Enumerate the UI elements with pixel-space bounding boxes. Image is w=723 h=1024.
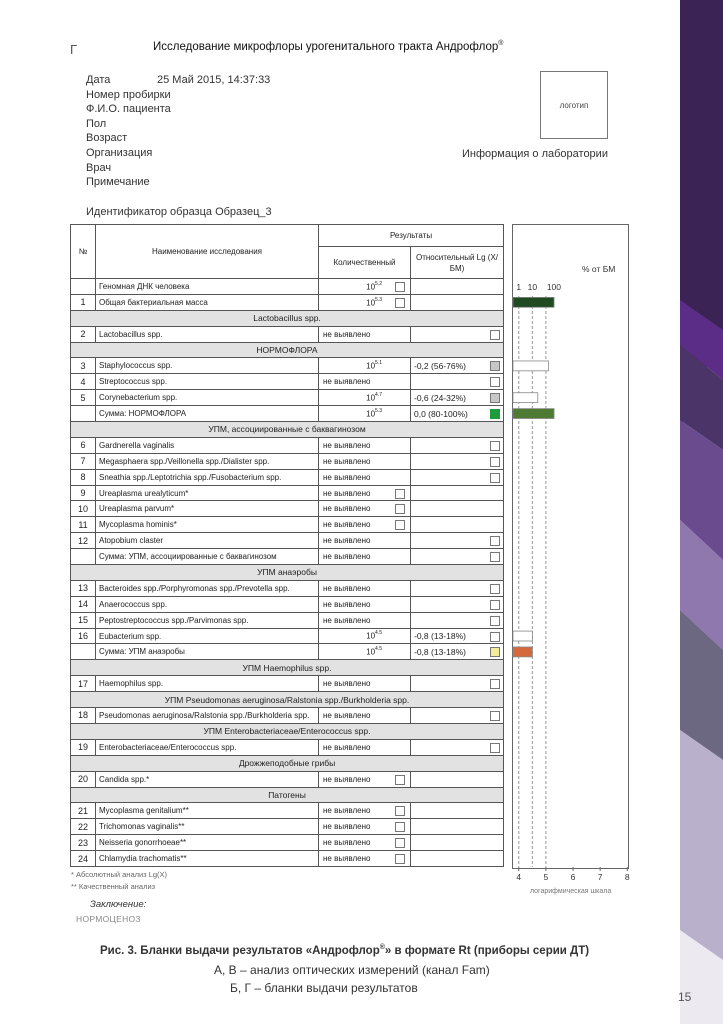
- qty-text: не выявлено: [323, 822, 371, 832]
- qty-text: не выявлено: [323, 472, 371, 482]
- rel-text: -0,2 (56-76%): [414, 360, 466, 371]
- row-number: 12: [71, 533, 96, 549]
- rel-checkbox[interactable]: [490, 409, 500, 419]
- report-title: [153, 40, 503, 53]
- table-row: [71, 851, 504, 867]
- qty-base: 10: [366, 393, 376, 403]
- row-number: 16: [71, 628, 96, 644]
- test-name: Neisseria gonorrhoeae**: [96, 835, 319, 851]
- row-number: 22: [71, 819, 96, 835]
- quantitative-result: [319, 596, 411, 612]
- relative-result: [411, 771, 504, 787]
- quantitative-result: [319, 580, 411, 596]
- chart-bar: [513, 631, 532, 641]
- registered-mark: ®: [498, 40, 504, 47]
- section-title: УПМ Haemophilus spp.: [71, 660, 504, 676]
- test-name: Mycoplasma hominis*: [96, 517, 319, 533]
- table-row: [71, 549, 504, 565]
- chart-bottom-tick-label: 6: [570, 872, 576, 882]
- results-body: [71, 279, 504, 867]
- relative-result: [411, 390, 504, 406]
- info-label: Пол: [86, 117, 107, 130]
- relative-result: [411, 294, 504, 310]
- info-label: Примечание: [86, 176, 150, 189]
- info-row: [86, 131, 127, 146]
- table-row: [71, 485, 504, 501]
- test-name: Ureaplasma parvum*: [96, 501, 319, 517]
- log-chart-svg: [512, 224, 630, 904]
- report-title-text: Исследование микрофлоры урогенитального тракта Андрофлор: [153, 40, 499, 53]
- table-row: [71, 390, 504, 406]
- quantitative-result: [319, 517, 411, 533]
- rel-checkbox[interactable]: [490, 393, 500, 403]
- qty-checkbox[interactable]: [395, 520, 405, 530]
- info-value: 25 Май 2015, 14:37:33: [157, 74, 271, 86]
- rel-checkbox[interactable]: [490, 361, 500, 371]
- row-number: 11: [71, 517, 96, 533]
- test-name: Mycoplasma genitalium**: [96, 803, 319, 819]
- row-number: 24: [71, 851, 96, 867]
- row-number: 5: [71, 390, 96, 406]
- qty-checkbox[interactable]: [395, 775, 405, 785]
- qty-text: не выявлено: [323, 710, 371, 720]
- quantitative-result: [319, 612, 411, 628]
- quantitative-result: [319, 326, 411, 342]
- qty-checkbox[interactable]: [395, 838, 405, 848]
- test-name: Eubacterium spp.: [96, 628, 319, 644]
- section-title: УПМ, ассоциированные с баквагинозом: [71, 422, 504, 438]
- info-row: [86, 146, 152, 161]
- qty-checkbox[interactable]: [395, 854, 405, 864]
- section-title: Lactobacillus spp.: [71, 310, 504, 326]
- rel-checkbox[interactable]: [490, 632, 500, 642]
- row-number: 17: [71, 676, 96, 692]
- test-name: Геномная ДНК человека: [96, 279, 319, 295]
- row-number: 1: [71, 294, 96, 310]
- info-row: [86, 175, 150, 190]
- qty-text: не выявлено: [323, 838, 371, 848]
- relative-result: [411, 628, 504, 644]
- sample-id: Идентификатор образца Образец_3: [86, 206, 272, 218]
- relative-result: [411, 803, 504, 819]
- table-row: [71, 835, 504, 851]
- qty-base: 10: [366, 409, 376, 419]
- logo-text: логотип: [559, 100, 589, 110]
- table-row: [71, 294, 504, 310]
- row-number: [71, 644, 96, 660]
- quantitative-result: [319, 644, 411, 660]
- scale-label: логарифмическая шкала: [530, 888, 612, 895]
- table-row: [71, 676, 504, 692]
- info-row: [86, 73, 271, 88]
- page-number: 15: [678, 990, 692, 1004]
- qty-base: 10: [366, 631, 376, 641]
- row-number: 14: [71, 596, 96, 612]
- relative-result: [411, 406, 504, 422]
- col-results-header: Результаты: [319, 225, 504, 247]
- rel-checkbox[interactable]: [490, 711, 500, 721]
- rel-checkbox[interactable]: [490, 473, 500, 483]
- relative-result: [411, 517, 504, 533]
- table-row: [71, 596, 504, 612]
- row-number: 2: [71, 326, 96, 342]
- chart-top-tick-label: 100: [546, 282, 562, 292]
- qty-text: не выявлено: [323, 456, 371, 466]
- section-row: [71, 342, 504, 358]
- qty-exponent: 5.3: [375, 407, 382, 414]
- rel-checkbox[interactable]: [490, 441, 500, 451]
- footnote-absolute: * Абсолютный анализ Lg(X): [71, 870, 168, 879]
- qty-exponent: 5.3: [375, 296, 382, 303]
- row-number: 13: [71, 580, 96, 596]
- chart-bottom-tick-label: 5: [543, 872, 549, 882]
- relative-result: [411, 453, 504, 469]
- rel-checkbox[interactable]: [490, 584, 500, 594]
- relative-result: [411, 533, 504, 549]
- col-rel-header: Относительный Lg (X/БМ): [411, 247, 504, 279]
- row-number: 10: [71, 501, 96, 517]
- table-row: [71, 580, 504, 596]
- info-row: [86, 161, 111, 176]
- conclusion-value: НОРМОЦЕНОЗ: [76, 914, 141, 924]
- col-name-header: Наименование исследования: [96, 225, 319, 279]
- rel-checkbox[interactable]: [490, 679, 500, 689]
- qty-base: 10: [366, 361, 376, 371]
- percent-label: % от БМ: [582, 264, 616, 274]
- table-row: [71, 739, 504, 755]
- relative-result: [411, 437, 504, 453]
- row-number: 15: [71, 612, 96, 628]
- section-row: [71, 660, 504, 676]
- test-name: Сумма: УПМ, ассоциированные с баквагинозом: [96, 549, 319, 565]
- col-qty-header: Количественный: [319, 247, 411, 279]
- test-name: Corynebacterium spp.: [96, 390, 319, 406]
- quantitative-result: [319, 819, 411, 835]
- quantitative-result: [319, 549, 411, 565]
- col-num-header: №: [71, 225, 96, 279]
- table-row: [71, 612, 504, 628]
- qty-exponent: 5.2: [375, 280, 382, 287]
- chart-bottom-tick-label: 4: [516, 872, 522, 882]
- test-name: Trichomonas vaginalis**: [96, 819, 319, 835]
- test-name: Anaerococcus spp.: [96, 596, 319, 612]
- quantitative-result: [319, 803, 411, 819]
- test-name: Streptococcus spp.: [96, 374, 319, 390]
- chart-bar: [513, 409, 554, 419]
- quantitative-result: [319, 406, 411, 422]
- qty-exponent: 5.1: [375, 360, 382, 367]
- relative-result: [411, 485, 504, 501]
- qty-base: 10: [366, 298, 376, 308]
- section-row: [71, 787, 504, 803]
- quantitative-result: [319, 453, 411, 469]
- caption-line-1: [100, 944, 589, 957]
- qty-exponent: 4.7: [375, 391, 382, 398]
- qty-text: не выявлено: [323, 488, 371, 498]
- section-row: [71, 310, 504, 326]
- row-number: 4: [71, 374, 96, 390]
- table-row: [71, 326, 504, 342]
- quantitative-result: [319, 374, 411, 390]
- logo-placeholder: [540, 71, 608, 139]
- rel-checkbox[interactable]: [490, 330, 500, 340]
- table-row: [71, 469, 504, 485]
- rel-checkbox[interactable]: [490, 377, 500, 387]
- caption-line-1-text: Рис. 3. Бланки выдачи результатов «Андрофлор: [100, 944, 380, 957]
- table-row: [71, 708, 504, 724]
- test-name: Bacteroides spp./Porphyromonas spp./Prevotella spp.: [96, 580, 319, 596]
- row-number: 8: [71, 469, 96, 485]
- section-title: УПМ анаэробы: [71, 565, 504, 581]
- quantitative-result: [319, 835, 411, 851]
- chart-bar: [513, 361, 549, 371]
- rel-text: -0,8 (13-18%): [414, 631, 466, 642]
- relative-result: [411, 279, 504, 295]
- table-row: [71, 517, 504, 533]
- info-label: Номер пробирки: [86, 88, 171, 101]
- info-row: [86, 117, 106, 132]
- test-name: Atopobium claster: [96, 533, 319, 549]
- test-name: Sneathia spp./Leptotrichia spp./Fusobacterium spp.: [96, 469, 319, 485]
- relative-result: [411, 374, 504, 390]
- chart-bar: [513, 647, 532, 657]
- table-row: [71, 374, 504, 390]
- conclusion-label: Заключение:: [90, 899, 147, 910]
- qty-text: не выявлено: [323, 806, 371, 816]
- quantitative-result: [319, 358, 411, 374]
- quantitative-result: [319, 851, 411, 867]
- qty-text: не выявлено: [323, 329, 371, 339]
- quantitative-result: [319, 739, 411, 755]
- quantitative-result: [319, 501, 411, 517]
- qty-checkbox[interactable]: [395, 298, 405, 308]
- row-number: 9: [71, 485, 96, 501]
- test-name: Gardnerella vaginalis: [96, 437, 319, 453]
- test-name: Haemophilus spp.: [96, 676, 319, 692]
- section-row: [71, 565, 504, 581]
- quantitative-result: [319, 771, 411, 787]
- row-number: 18: [71, 708, 96, 724]
- qty-text: не выявлено: [323, 854, 371, 863]
- section-row: [71, 723, 504, 739]
- section-row: [71, 422, 504, 438]
- section-title: Патогены: [71, 787, 504, 803]
- section-row: [71, 755, 504, 771]
- qty-text: не выявлено: [323, 520, 371, 530]
- relative-result: [411, 549, 504, 565]
- test-name: Enterobacteriaceae/Enterococcus spp.: [96, 739, 319, 755]
- qty-base: 10: [366, 282, 376, 292]
- relative-result: [411, 819, 504, 835]
- row-number: [71, 279, 96, 295]
- relative-result: [411, 580, 504, 596]
- qty-text: не выявлено: [323, 504, 371, 514]
- decorative-side-band: [680, 0, 723, 1024]
- table-row: [71, 819, 504, 835]
- caption-registered-mark: ®: [379, 944, 385, 951]
- test-name: Staphylococcus spp.: [96, 358, 319, 374]
- relative-result: [411, 326, 504, 342]
- row-number: [71, 549, 96, 565]
- section-title: НОРМОФЛОРА: [71, 342, 504, 358]
- qty-checkbox[interactable]: [395, 806, 405, 816]
- row-number: 3: [71, 358, 96, 374]
- table-row: [71, 628, 504, 644]
- qty-checkbox[interactable]: [395, 822, 405, 832]
- relative-result: [411, 358, 504, 374]
- quantitative-result: [319, 485, 411, 501]
- relative-result: [411, 469, 504, 485]
- quantitative-result: [319, 533, 411, 549]
- section-row: [71, 692, 504, 708]
- section-title: УПМ Enterobacteriaceae/Enterococcus spp.: [71, 723, 504, 739]
- test-name: Candida spp.*: [96, 771, 319, 787]
- info-label: Ф.И.О. пациента: [86, 103, 171, 116]
- table-row: [71, 644, 504, 660]
- chart-bottom-tick-label: 8: [624, 872, 630, 882]
- section-title: УПМ Pseudomonas aeruginosa/Ralstonia spp./Burkholderia spp.: [71, 692, 504, 708]
- row-number: 21: [71, 803, 96, 819]
- results-table: [70, 224, 504, 867]
- chart-bottom-tick-label: 7: [597, 872, 603, 882]
- table-row: [71, 771, 504, 787]
- table-row: [71, 406, 504, 422]
- qty-exponent: 4.5: [375, 630, 382, 637]
- rel-text: 0,0 (80-100%): [414, 408, 468, 419]
- table-row: [71, 437, 504, 453]
- qty-text: не выявлено: [323, 536, 371, 546]
- qty-text: не выявлено: [323, 440, 371, 450]
- qty-exponent: 4.5: [375, 646, 382, 653]
- qty-checkbox[interactable]: [395, 489, 405, 499]
- relative-result: [411, 708, 504, 724]
- relative-result: [411, 596, 504, 612]
- test-name: Peptostreptococcus spp./Parvimonas spp.: [96, 612, 319, 628]
- qty-base: 10: [366, 647, 376, 657]
- rel-checkbox[interactable]: [490, 647, 500, 657]
- caption-line-2: А, В – анализ оптических измерений (канал Fam): [214, 963, 490, 977]
- qty-text: не выявлено: [323, 742, 371, 752]
- chart-top-tick-label: 1: [516, 282, 522, 292]
- row-number: 23: [71, 835, 96, 851]
- test-name: Lactobacillus spp.: [96, 326, 319, 342]
- info-label: Организация: [86, 147, 153, 159]
- rel-checkbox[interactable]: [490, 616, 500, 626]
- caption-line-3: Б, Г – бланки выдачи результатов: [230, 981, 418, 995]
- table-row: [71, 803, 504, 819]
- table-row: [71, 279, 504, 295]
- table-row: [71, 501, 504, 517]
- relative-result: [411, 501, 504, 517]
- test-name: Pseudomonas aeruginosa/Ralstonia spp./Burkholderia spp.: [96, 708, 319, 724]
- rel-checkbox[interactable]: [490, 552, 500, 562]
- quantitative-result: [319, 628, 411, 644]
- section-title: Дрожжеподобные грибы: [71, 755, 504, 771]
- qty-text: не выявлено: [323, 377, 371, 387]
- quantitative-result: [319, 294, 411, 310]
- row-number: 20: [71, 771, 96, 787]
- chart-top-tick-label: 10: [527, 282, 538, 292]
- table-row: [71, 453, 504, 469]
- table-row: [71, 358, 504, 374]
- chart-bar: [513, 297, 554, 307]
- qty-checkbox[interactable]: [395, 282, 405, 292]
- qty-text: не выявлено: [323, 615, 371, 625]
- lab-info: Информация о лаборатории: [462, 148, 608, 160]
- row-number: [71, 406, 96, 422]
- quantitative-result: [319, 390, 411, 406]
- corner-mark: Г: [70, 42, 78, 57]
- test-name: Chlamydia trachomatis**: [96, 851, 319, 867]
- info-label: Дата: [86, 74, 111, 86]
- test-name: Megasphaera spp./Veillonella spp./Dialister spp.: [96, 453, 319, 469]
- row-number: 7: [71, 453, 96, 469]
- footnote-qualitative: ** Качественный анализ: [71, 882, 156, 891]
- relative-result: [411, 851, 504, 867]
- test-name: Сумма: НОРМОФЛОРА: [96, 406, 319, 422]
- table-row: [71, 533, 504, 549]
- rel-checkbox[interactable]: [490, 600, 500, 610]
- relative-result: [411, 612, 504, 628]
- relative-result: [411, 644, 504, 660]
- quantitative-result: [319, 676, 411, 692]
- relative-result: [411, 739, 504, 755]
- qty-text: не выявлено: [323, 774, 371, 784]
- chart-bar: [513, 393, 538, 403]
- relative-result: [411, 676, 504, 692]
- rel-text: -0,8 (13-18%): [414, 646, 466, 657]
- qty-text: не выявлено: [323, 583, 371, 593]
- rel-checkbox[interactable]: [490, 536, 500, 546]
- relative-result: [411, 835, 504, 851]
- quantitative-result: [319, 708, 411, 724]
- qty-text: не выявлено: [323, 679, 371, 689]
- rel-text: -0,6 (24-32%): [414, 392, 466, 403]
- qty-text: не выявлено: [323, 552, 371, 562]
- test-name: Общая бактериальная масса: [96, 294, 319, 310]
- info-label: Врач: [86, 161, 112, 174]
- rel-checkbox[interactable]: [490, 743, 500, 753]
- quantitative-result: [319, 279, 411, 295]
- row-number: 19: [71, 739, 96, 755]
- info-row: [86, 102, 171, 117]
- caption-line-1-tail: » в формате Rt (приборы серии ДТ): [384, 944, 590, 957]
- qty-text: не выявлено: [323, 599, 371, 609]
- row-number: 6: [71, 437, 96, 453]
- qty-checkbox[interactable]: [395, 504, 405, 514]
- info-row: [86, 88, 171, 103]
- quantitative-result: [319, 469, 411, 485]
- test-name: Сумма: УПМ анаэробы: [96, 644, 319, 660]
- rel-checkbox[interactable]: [490, 457, 500, 467]
- quantitative-result: [319, 437, 411, 453]
- info-label: Возраст: [86, 132, 128, 145]
- test-name: Ureaplasma urealyticum*: [96, 485, 319, 501]
